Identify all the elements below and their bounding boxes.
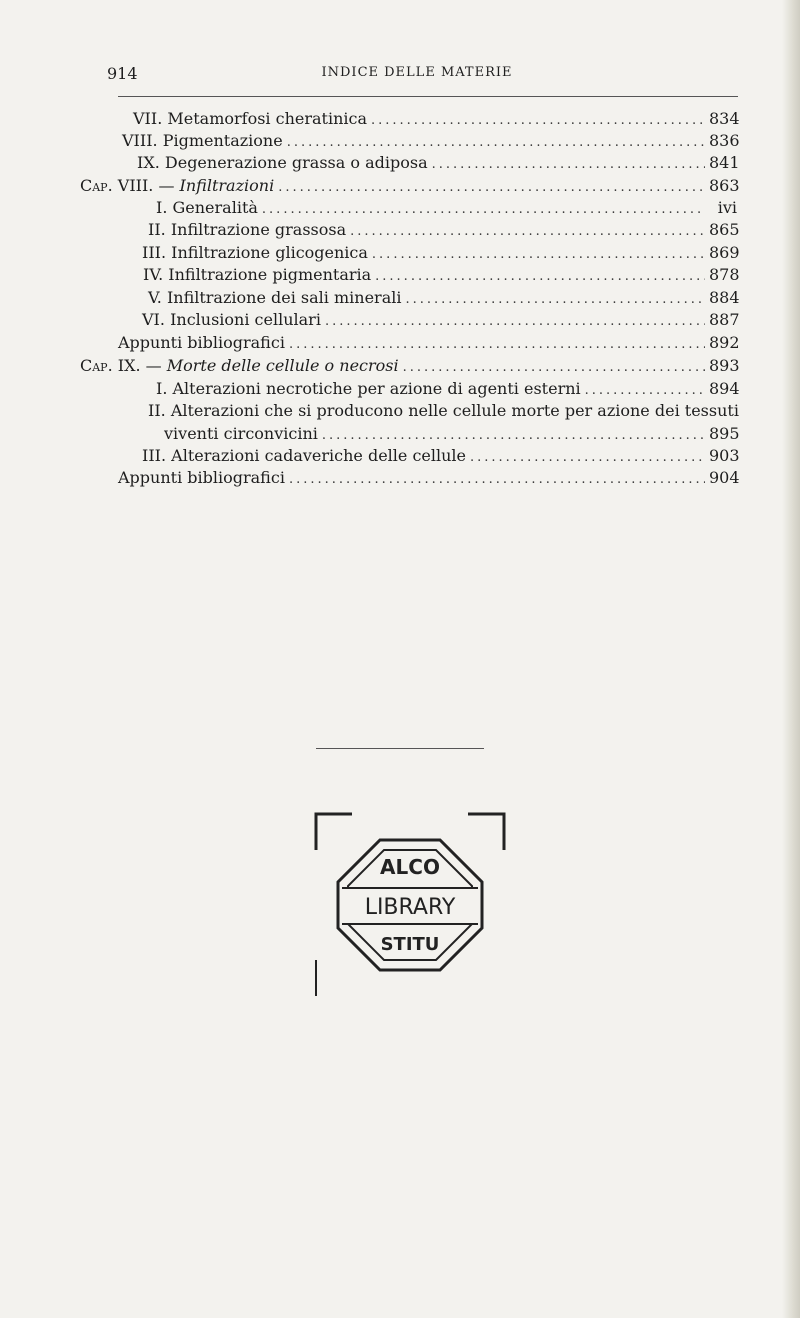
toc-chapter-number: Cap. IX. — — [80, 356, 162, 375]
dot-leader — [375, 266, 705, 288]
toc-entry-page: 863 — [709, 176, 740, 195]
running-title: INDICE DELLE MATERIE — [321, 65, 513, 80]
toc-entry-title: Alterazioni cadaveriche delle cellule — [171, 446, 467, 465]
toc-entry-title: Metamorfosi cheratinica — [167, 109, 368, 128]
toc-chapter-title: Infiltrazioni — [179, 176, 275, 195]
stamp-text-top: ALCO — [380, 855, 440, 879]
toc-entry-page: 836 — [709, 131, 740, 150]
toc-entry-page: 865 — [709, 220, 740, 239]
toc-entry-title: Alterazioni che si producono nelle cellule morte per azione dei tessuti — [170, 401, 739, 420]
toc-entry — [148, 400, 737, 422]
dot-leader — [350, 221, 705, 243]
toc-entry — [133, 108, 740, 130]
stamp-text-bottom: STITU — [380, 934, 440, 955]
toc-entry — [148, 287, 740, 309]
toc-entry-number: VI. — [142, 310, 165, 329]
toc-entry-title: Generalità — [172, 198, 258, 217]
toc-chapter-entry — [80, 175, 740, 197]
dot-leader — [371, 110, 705, 132]
toc-entry-number: VIII. — [122, 131, 158, 150]
toc-chapter-number: Cap. VIII. — — [80, 176, 175, 195]
toc-entry-page: 894 — [709, 379, 740, 398]
page-header — [107, 64, 727, 86]
toc-entry-number: V. — [148, 288, 162, 307]
toc-entry-title: Infiltrazione glicogenica — [171, 243, 368, 262]
dot-leader — [278, 177, 705, 199]
toc-entry-title: Degenerazione grassa o adiposa — [164, 153, 428, 172]
dot-leader — [405, 289, 705, 311]
toc-entry-page: 878 — [709, 265, 740, 284]
page-number: 914 — [107, 64, 138, 83]
page-edge-shadow — [782, 0, 800, 1318]
toc-chapter-title: Morte delle cellule o necrosi — [166, 356, 399, 375]
library-stamp — [312, 810, 508, 1000]
end-rule — [316, 748, 484, 749]
toc-entry — [137, 152, 740, 174]
toc-entry-number: III. — [142, 446, 167, 465]
toc-entry — [122, 130, 740, 152]
toc-entry-number: IX. — [137, 153, 160, 172]
toc-entry-title: Infiltrazione pigmentaria — [168, 265, 372, 284]
toc-entry-title: Pigmentazione — [162, 131, 283, 150]
dot-leader — [470, 447, 705, 469]
toc-entry-page: 887 — [709, 310, 740, 329]
dot-leader — [325, 311, 705, 333]
toc-entry-continuation — [164, 423, 740, 445]
toc-entry — [118, 467, 740, 489]
toc-entry-number: I. — [156, 198, 168, 217]
dot-leader — [289, 469, 705, 491]
toc-entry-page: 834 — [709, 109, 740, 128]
toc-entry-title: Alterazioni necrotiche per azione di agenti esterni — [172, 379, 581, 398]
toc-entry-title: Infiltrazione grassosa — [170, 220, 347, 239]
header-rule — [118, 96, 738, 97]
toc-entry-number: I. — [156, 379, 168, 398]
toc-entry-page: 841 — [709, 153, 740, 172]
toc-entry-number: II. — [148, 401, 166, 420]
stamp-text-center: LIBRARY — [364, 895, 456, 920]
toc-entry-page: 869 — [709, 243, 740, 262]
toc-entry-title: Appunti bibliografici — [118, 333, 285, 352]
toc-entry-title: Inclusioni cellulari — [170, 310, 321, 329]
toc-entry — [148, 219, 740, 241]
toc-entry-page: 903 — [709, 446, 740, 465]
toc-entry-title: viventi circonvicini — [164, 424, 318, 443]
toc-entry — [156, 197, 737, 219]
toc-entry-number: VII. — [133, 109, 163, 128]
dot-leader — [289, 334, 705, 356]
toc-entry-page: 893 — [709, 356, 740, 375]
toc-entry-page: 884 — [709, 288, 740, 307]
toc-entry-page: ivi — [717, 198, 737, 217]
toc-entry-title: Appunti bibliografici — [118, 468, 285, 487]
dot-leader — [403, 357, 705, 379]
toc-entry-number: III. — [142, 243, 167, 262]
dot-leader — [585, 380, 705, 402]
toc-entry-page: 904 — [709, 468, 740, 487]
toc-entry-page: 895 — [709, 424, 740, 443]
toc-entry — [142, 445, 740, 467]
toc-chapter-entry — [80, 355, 740, 377]
dot-leader — [432, 154, 705, 176]
dot-leader — [322, 425, 705, 447]
toc-entry-page: 892 — [709, 333, 740, 352]
toc-entry — [143, 264, 740, 286]
dot-leader — [372, 244, 705, 266]
dot-leader — [287, 132, 705, 154]
toc-entry — [118, 332, 740, 354]
toc-entry-title: Infiltrazione dei sali minerali — [166, 288, 402, 307]
toc-entry — [142, 242, 740, 264]
toc-entry — [142, 309, 740, 331]
toc-entry-number: IV. — [143, 265, 164, 284]
toc-entry — [156, 378, 740, 400]
dot-leader — [262, 199, 705, 221]
toc-entry-number: II. — [148, 220, 166, 239]
